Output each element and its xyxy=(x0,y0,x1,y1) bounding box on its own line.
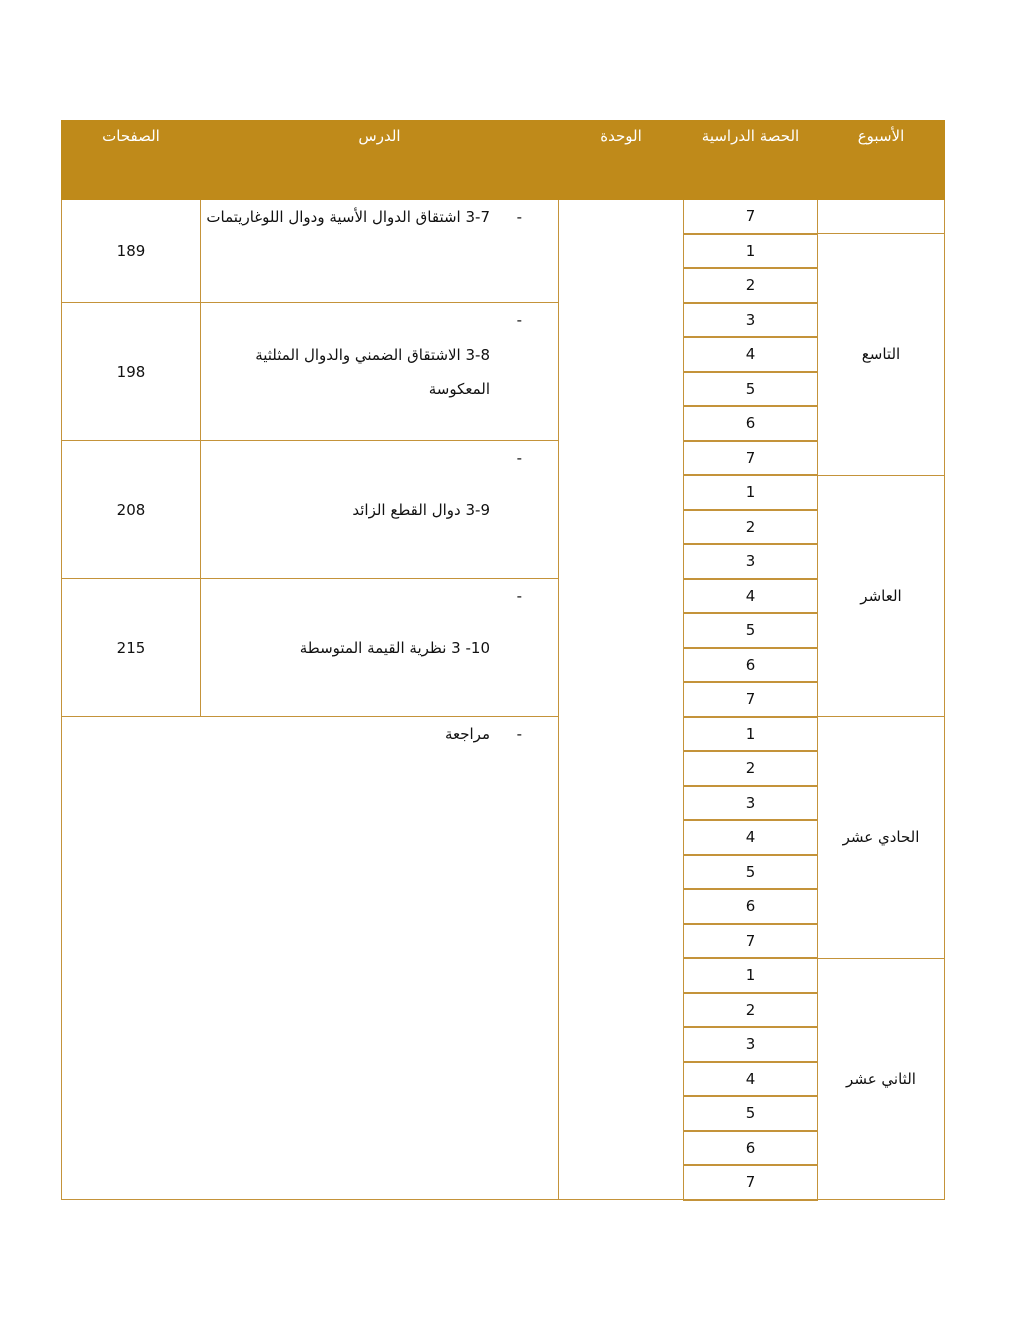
pages-cell: 208 xyxy=(62,441,201,579)
session-cell: 7 xyxy=(684,1165,818,1200)
session-cell: 3 xyxy=(684,786,818,821)
session-cell: 3 xyxy=(684,303,818,338)
header-lesson: الدرس xyxy=(201,121,559,200)
session-cell: 2 xyxy=(684,751,818,786)
session-cell: 2 xyxy=(684,510,818,545)
week-cell: التاسع xyxy=(818,234,945,476)
week-cell-empty xyxy=(818,200,945,234)
review-title: مراجعة xyxy=(444,725,490,743)
session-cell: 7 xyxy=(684,441,818,476)
bullet-dash: - xyxy=(516,725,522,743)
bullet-dash: - xyxy=(516,208,522,226)
lesson-cell xyxy=(201,200,559,303)
lesson-title: 3-9 دوال القطع الزائد xyxy=(352,500,490,519)
session-cell: 5 xyxy=(684,613,818,648)
session-cell: 1 xyxy=(684,717,818,752)
session-cell: 6 xyxy=(684,406,818,441)
session-cell: 7 xyxy=(684,682,818,717)
table-row xyxy=(62,717,945,752)
session-cell: 6 xyxy=(684,889,818,924)
bullet-dash: - xyxy=(516,449,522,467)
table-row xyxy=(62,441,945,476)
header-pages: الصفحات xyxy=(62,121,201,200)
header-session: الحصة الدراسية xyxy=(684,121,818,200)
session-cell: 4 xyxy=(684,579,818,614)
table-row xyxy=(62,579,945,614)
unit-cell xyxy=(559,200,684,1200)
session-cell: 4 xyxy=(684,1062,818,1097)
bullet-dash: - xyxy=(516,311,522,329)
bullet-dash: - xyxy=(516,587,522,605)
session-cell: 5 xyxy=(684,372,818,407)
header-row xyxy=(62,121,945,200)
week-cell: العاشر xyxy=(818,475,945,717)
session-cell: 5 xyxy=(684,1096,818,1131)
session-cell: 2 xyxy=(684,268,818,303)
session-cell: 5 xyxy=(684,855,818,890)
session-cell: 2 xyxy=(684,993,818,1028)
pages-cell: 215 xyxy=(62,579,201,717)
study-plan-table xyxy=(61,120,945,1201)
session-cell: 7 xyxy=(684,200,818,234)
session-cell: 3 xyxy=(684,544,818,579)
week-cell: الحادي عشر xyxy=(818,717,945,959)
session-cell: 7 xyxy=(684,924,818,959)
session-cell: 4 xyxy=(684,337,818,372)
pages-cell: 198 xyxy=(62,303,201,441)
lesson-cell xyxy=(201,579,559,717)
table-row xyxy=(62,303,945,338)
pages-cell: 189 xyxy=(62,200,201,303)
table-row xyxy=(62,200,945,234)
lesson-cell xyxy=(201,303,559,441)
lesson-cell xyxy=(201,441,559,579)
session-cell: 1 xyxy=(684,958,818,993)
session-cell: 6 xyxy=(684,648,818,683)
session-cell: 3 xyxy=(684,1027,818,1062)
review-cell xyxy=(62,717,559,1200)
session-cell: 1 xyxy=(684,475,818,510)
session-cell: 6 xyxy=(684,1131,818,1166)
lesson-title: 10- 3 نظرية القيمة المتوسطة xyxy=(299,638,490,657)
session-cell: 4 xyxy=(684,820,818,855)
header-week: الأسبوع xyxy=(818,121,945,200)
week-cell: الثاني عشر xyxy=(818,958,945,1200)
header-unit: الوحدة xyxy=(559,121,684,200)
session-cell: 1 xyxy=(684,234,818,269)
lesson-title: 3-7 اشتقاق الدوال الأسية ودوال اللوغاريتمات xyxy=(206,208,490,226)
lesson-title: 3-8 الاشتقاق الضمني والدوال المثلثية المعكوسة xyxy=(255,345,490,398)
